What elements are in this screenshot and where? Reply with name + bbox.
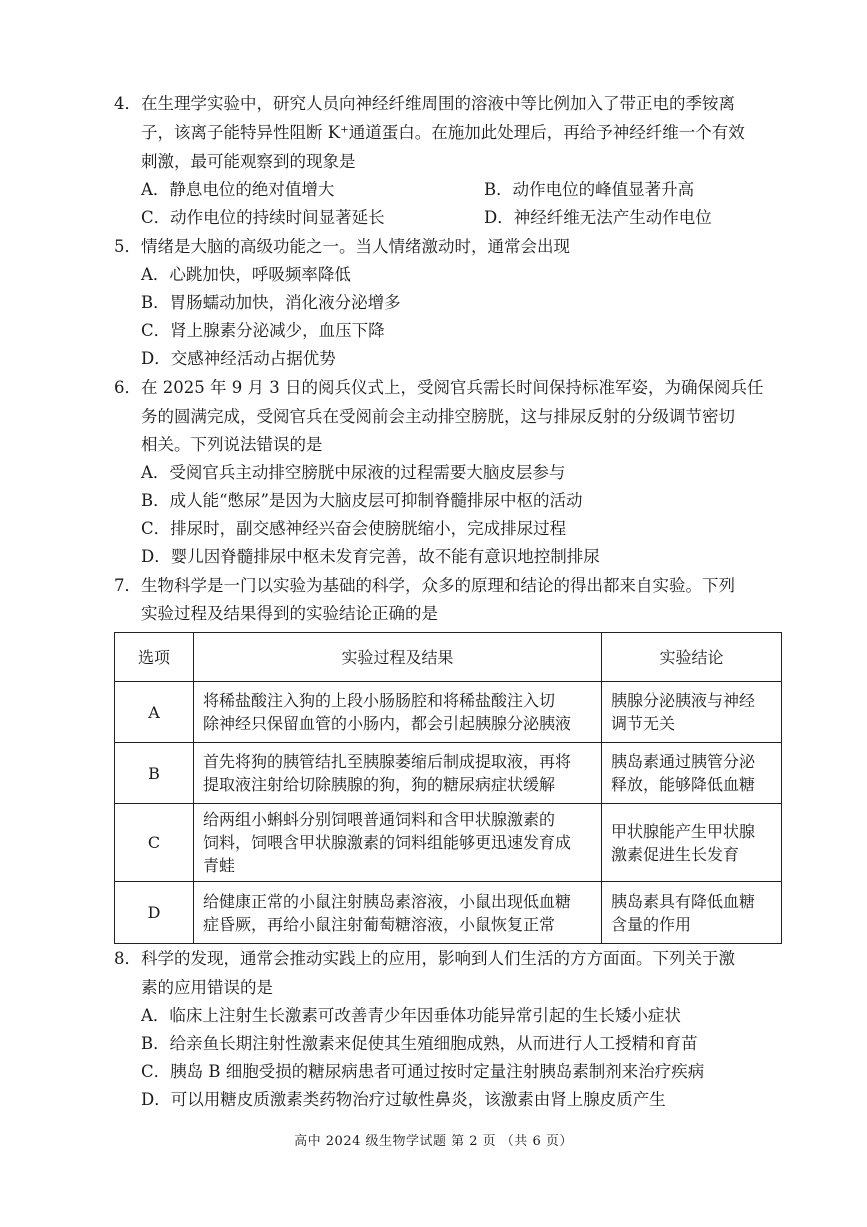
question-stem-line: 务的圆满完成，受阅官兵在受阅前会主动排空膀胱，这与排尿反射的分级调节密切 — [141, 407, 735, 426]
row-process — [194, 804, 602, 882]
page-footer: 高中 2024 级生物学试题 第 2 页 （共 6 页） — [294, 1134, 573, 1149]
process-line: 除神经只保留血管的小肠内，都会引起胰腺分泌胰液 — [203, 714, 572, 733]
process-line: 将稀盐酸注入狗的上段小肠肠腔和将稀盐酸注入切 — [203, 691, 556, 710]
row-option: B — [115, 743, 194, 804]
option-b: B．给亲鱼长期注射性激素来促使其生殖细胞成熟，从而进行人工授精和育苗 — [141, 1034, 698, 1053]
option-a: A．静息电位的绝对值增大 — [141, 180, 335, 199]
question-stem-line: 相关。下列说法错误的是 — [141, 435, 323, 454]
question-stem-line: 科学的发现，通常会推动实践上的应用，影响到人们生活的方方面面。下列关于激 — [141, 949, 735, 968]
header-option: 选项 — [115, 633, 194, 682]
option-c: C．排尿时，副交感神经兴奋会使膀胱缩小，完成排尿过程 — [141, 519, 567, 538]
row-conclusion — [602, 682, 782, 743]
question-number: 6． — [114, 378, 141, 397]
question-stem-line: 在生理学实验中，研究人员向神经纤维周围的溶液中等比例加入了带正电的季铵离 — [141, 94, 735, 113]
row-option: A — [115, 682, 194, 743]
option-b: B．胃肠蠕动加快，消化液分泌增多 — [141, 293, 401, 312]
process-line: 症昏厥，再给小鼠注射葡萄糖溶液，小鼠恢复正常 — [203, 914, 556, 934]
question-number: 7． — [114, 576, 141, 595]
row-conclusion — [602, 743, 782, 804]
conclusion-line: 激素促进生长发育 — [611, 844, 740, 864]
option-a: A．心跳加快，呼吸频率降低 — [141, 265, 351, 284]
process-line: 饲料，饲喂含甲状腺激素的饲料组能够更迅速发育成 — [203, 833, 572, 852]
question-stem-line: 在 2025 年 9 月 3 日的阅兵仪式上，受阅官兵需长时间保持标准军姿，为确保阅兵任 — [141, 378, 764, 397]
option-d: D．神经纤维无法产生动作电位 — [484, 208, 712, 227]
conclusion-line: 调节无关 — [611, 714, 676, 733]
question-number: 8． — [114, 949, 141, 968]
table-row — [115, 882, 782, 944]
option-c: C．胰岛 B 细胞受损的糖尿病患者可通过按时定量注射胰岛素制剂来治疗疾病 — [141, 1062, 705, 1081]
option-d: D．可以用糖皮质激素类药物治疗过敏性鼻炎，该激素由肾上腺皮质产生 — [141, 1090, 666, 1109]
option-c: C．动作电位的持续时间显著延长 — [141, 208, 385, 227]
process-line: 给两组小蝌蚪分别饲喂普通饲料和含甲状腺激素的 — [203, 810, 556, 829]
question-stem-line: 刺激，最可能观察到的现象是 — [141, 152, 356, 171]
conclusion-line: 含量的作用 — [611, 914, 692, 934]
option-d: D．婴儿因脊髓排尿中枢未发育完善，故不能有意识地控制排尿 — [141, 547, 600, 566]
process-line: 首先将狗的胰管结扎至胰腺萎缩后制成提取液，再将 — [203, 752, 572, 771]
process-line: 青蛙 — [203, 856, 236, 875]
row-process — [194, 682, 602, 743]
process-line: 给健康正常的小鼠注射胰岛素溶液，小鼠出现低血糖 — [203, 891, 572, 911]
conclusion-line: 甲状腺能产生甲状腺 — [611, 821, 756, 841]
question-number: 4． — [114, 94, 141, 113]
row-conclusion — [602, 804, 782, 882]
question-stem-line: 素的应用错误的是 — [141, 978, 273, 997]
option-b: B．动作电位的峰值显著升高 — [484, 180, 695, 199]
question-number: 5． — [114, 237, 141, 256]
header-process: 实验过程及结果 — [194, 633, 602, 682]
header-conclusion: 实验结论 — [602, 633, 782, 682]
row-process — [194, 882, 602, 944]
option-a: A．受阅官兵主动排空膀胱中尿液的过程需要大脑皮层参与 — [141, 463, 566, 482]
conclusion-line: 胰岛素通过胰管分泌 — [611, 752, 756, 771]
row-option: C — [115, 804, 194, 882]
table-row — [115, 804, 782, 882]
process-line: 提取液注射给切除胰腺的狗，狗的糖尿病症状缓解 — [203, 775, 556, 794]
table-row — [115, 743, 782, 804]
conclusion-line: 胰腺分泌胰液与神经 — [611, 691, 756, 710]
row-process — [194, 743, 602, 804]
option-a: A．临床上注射生长激素可改善青少年因垂体功能异常引起的生长矮小症状 — [141, 1006, 681, 1025]
conclusion-line: 释放，能够降低血糖 — [611, 775, 756, 794]
row-option: D — [115, 882, 194, 944]
option-c: C．肾上腺素分泌减少，血压下降 — [141, 321, 385, 340]
question-stem-line: 情绪是大脑的高级功能之一。当人情绪激动时，通常会出现 — [141, 237, 570, 256]
question-stem-line: 实验过程及结果得到的实验结论正确的是 — [141, 604, 438, 623]
question-stem-line: 子，该离子能特异性阻断 K⁺通道蛋白。在施加此处理后，再给予神经纤维一个有效 — [141, 123, 745, 142]
option-b: B．成人能“憋尿”是因为大脑皮层可抑制脊髓排尿中枢的活动 — [141, 491, 583, 510]
table-header-row — [115, 633, 782, 682]
conclusion-line: 胰岛素具有降低血糖 — [611, 891, 756, 911]
option-d: D．交感神经活动占据优势 — [141, 349, 336, 368]
question-stem-line: 生物科学是一门以实验为基础的科学，众多的原理和结论的得出都来自实验。下列 — [141, 576, 735, 595]
experiment-table — [114, 632, 782, 944]
table-row — [115, 682, 782, 743]
row-conclusion — [602, 882, 782, 944]
